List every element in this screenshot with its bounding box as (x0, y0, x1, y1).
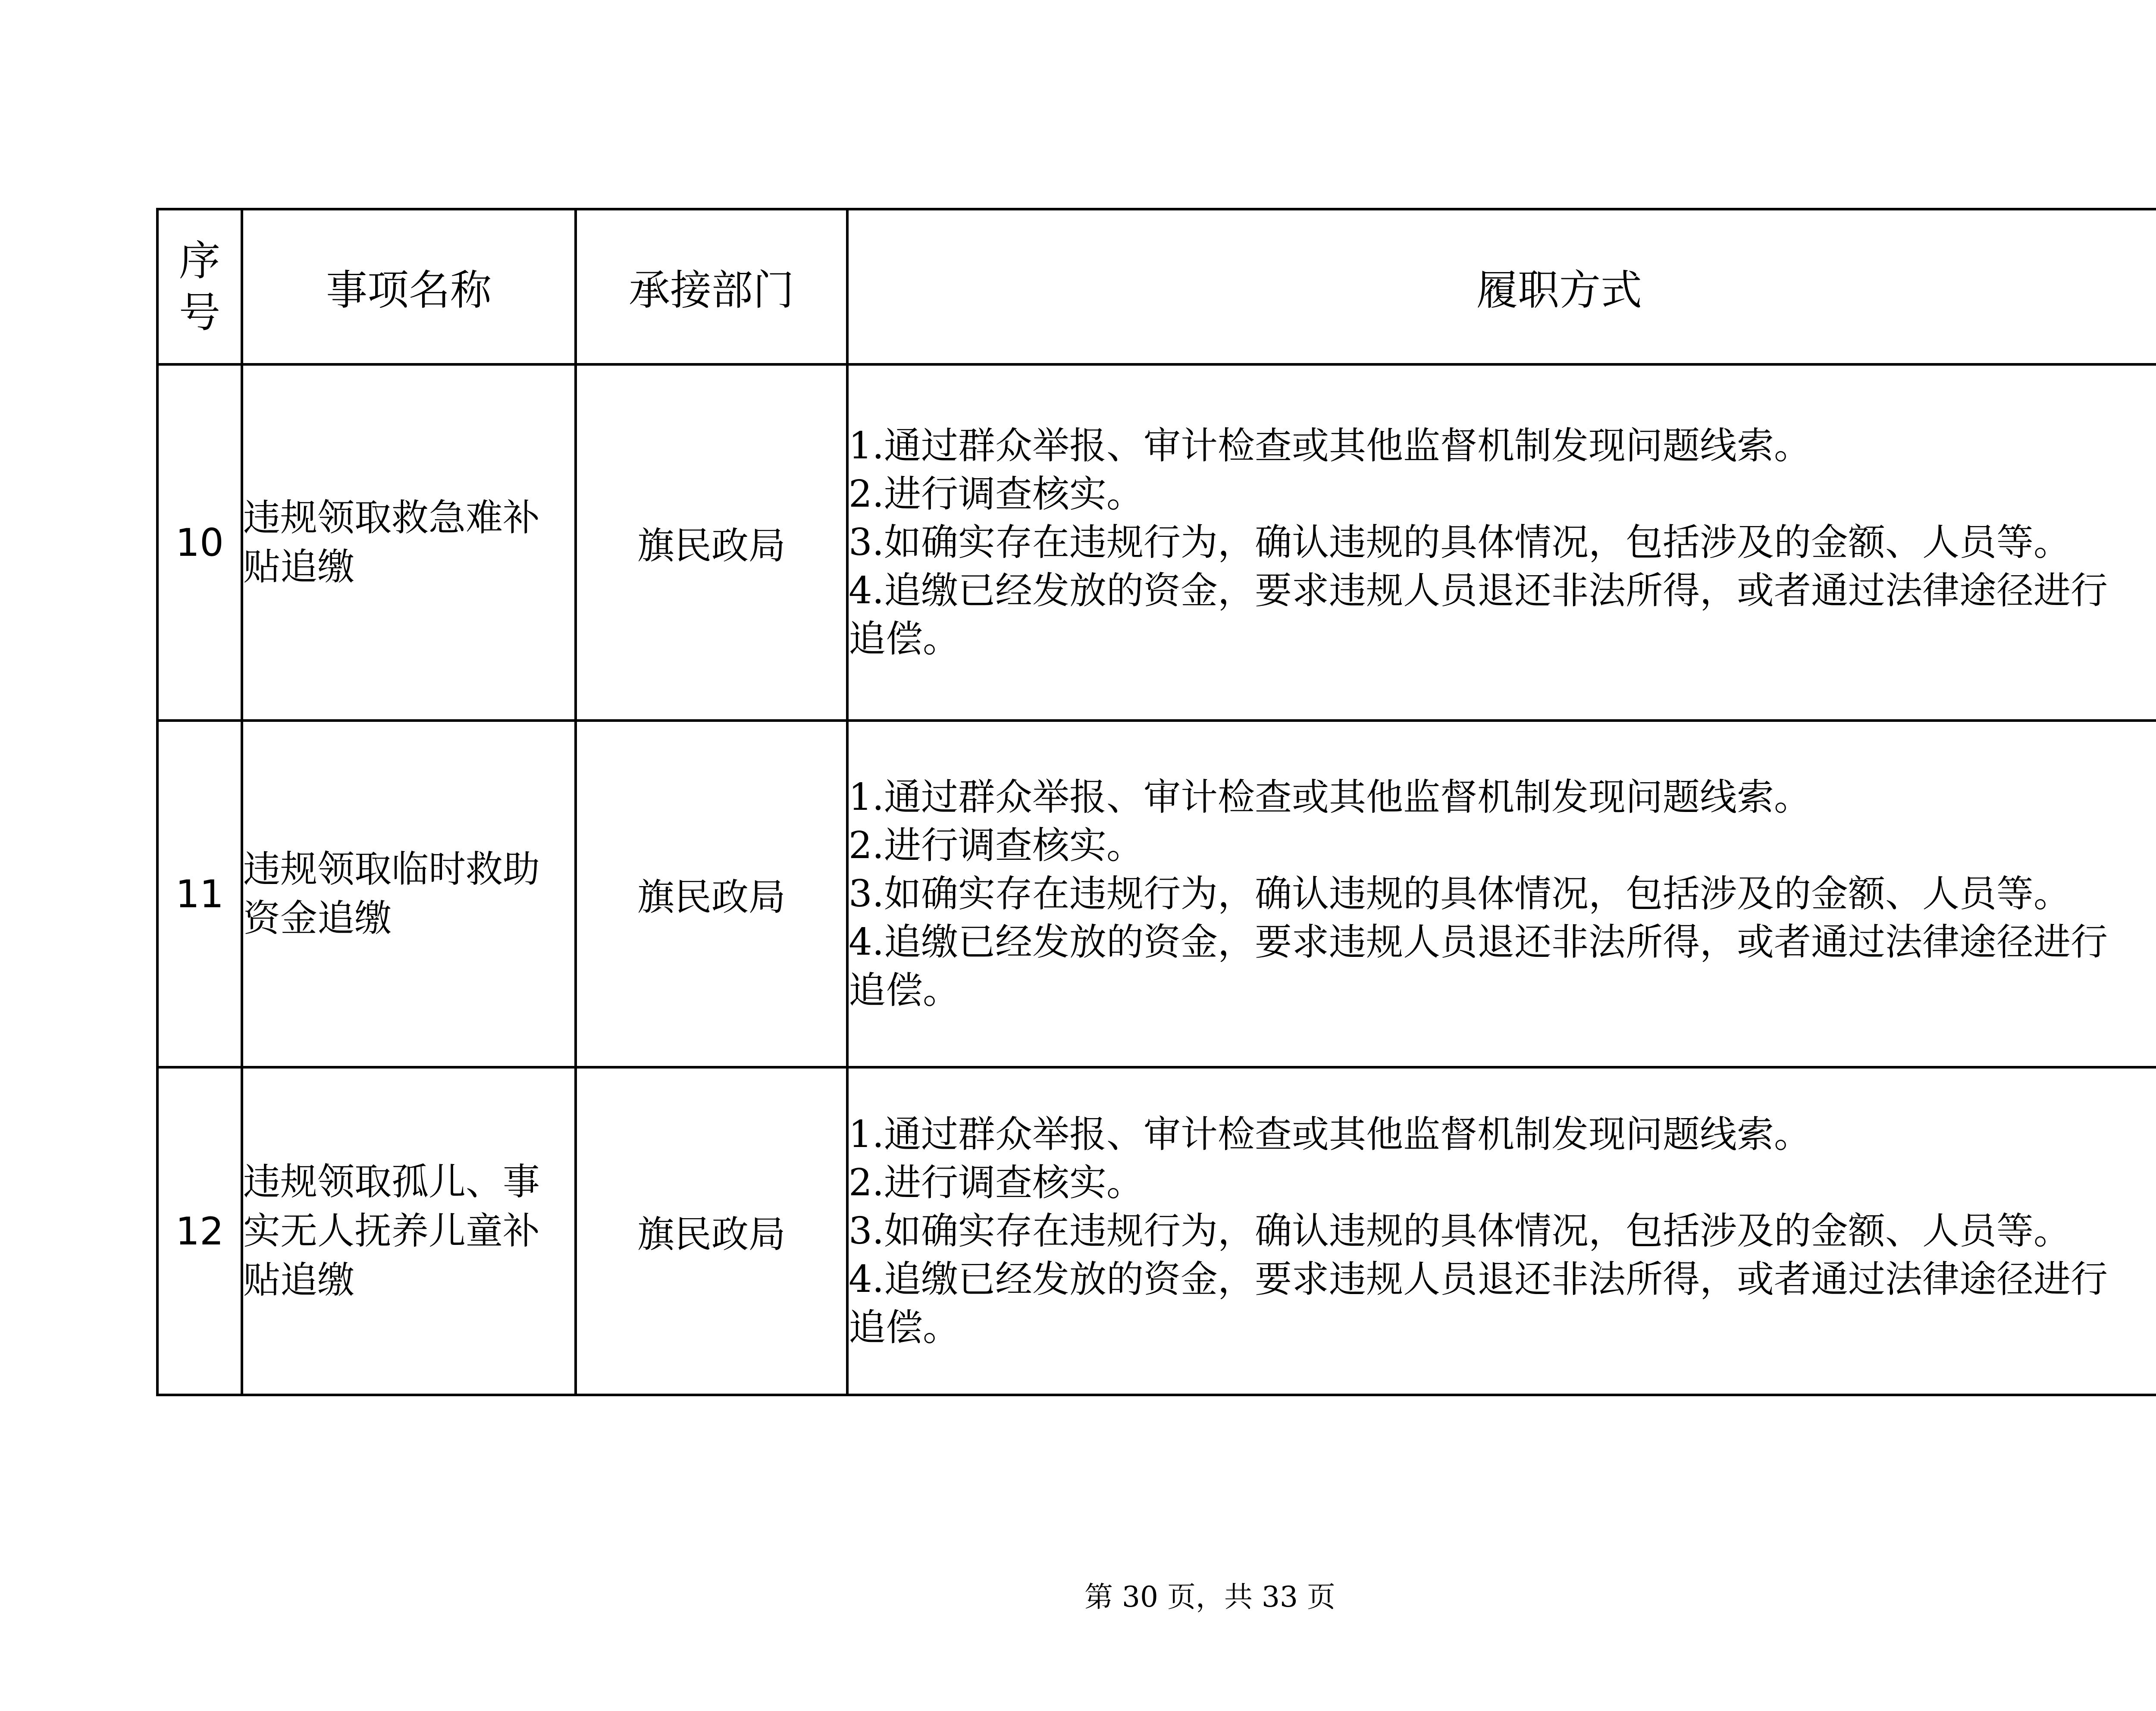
duty-table (156, 208, 2156, 1396)
header-serial-number-line2: 号 (179, 288, 220, 337)
method-step: 追偿。 (849, 1306, 960, 1349)
row-serial-number: 10 (157, 364, 242, 721)
row-method (847, 721, 2156, 1067)
method-step: 1.通过群众举报、审计检查或其他监督机制发现问题线索。 (849, 424, 1811, 467)
header-department: 承接部门 (576, 209, 847, 364)
row-method (847, 1067, 2156, 1395)
method-step: 4.追缴已经发放的资金，要求违规人员退还非法所得，或者通过法律途径进行 (849, 1258, 2108, 1301)
page-footer: 第 30 页，共 33 页 (1084, 1580, 1335, 1614)
method-step: 追偿。 (849, 617, 960, 661)
method-step: 2.进行调查核实。 (849, 824, 1144, 867)
row-method (847, 364, 2156, 721)
header-item-name: 事项名称 (242, 209, 576, 364)
method-step: 4.追缴已经发放的资金，要求违规人员退还非法所得，或者通过法律途径进行 (849, 921, 2108, 964)
method-step: 2.进行调查核实。 (849, 473, 1144, 516)
row-serial-number: 11 (157, 721, 242, 1067)
method-step: 2.进行调查核实。 (849, 1161, 1144, 1204)
header-method: 履职方式 (847, 209, 2156, 364)
method-step: 1.通过群众举报、审计检查或其他监督机制发现问题线索。 (849, 776, 1811, 819)
row-department: 旗民政局 (576, 364, 847, 721)
method-step: 3.如确实存在违规行为，确认违规的具体情况，包括涉及的金额、人员等。 (849, 1210, 2071, 1253)
method-step: 1.通过群众举报、审计检查或其他监督机制发现问题线索。 (849, 1113, 1811, 1156)
row-item-name: 违规领取孤儿、事实无人抚养儿童补贴追缴 (242, 1067, 576, 1395)
table-row (157, 1067, 2156, 1395)
method-step: 4.追缴已经发放的资金，要求违规人员退还非法所得，或者通过法律途径进行 (849, 569, 2108, 612)
row-item-name: 违规领取临时救助资金追缴 (242, 721, 576, 1067)
header-serial-number (157, 209, 242, 364)
row-serial-number: 12 (157, 1067, 242, 1395)
header-serial-number-line1: 序 (179, 237, 220, 285)
row-department: 旗民政局 (576, 721, 847, 1067)
method-step: 3.如确实存在违规行为，确认违规的具体情况，包括涉及的金额、人员等。 (849, 521, 2071, 564)
row-department: 旗民政局 (576, 1067, 847, 1395)
table-header-row (157, 209, 2156, 364)
method-step: 3.如确实存在违规行为，确认违规的具体情况，包括涉及的金额、人员等。 (849, 872, 2071, 915)
table-row (157, 364, 2156, 721)
method-step: 追偿。 (849, 969, 960, 1012)
table-row (157, 721, 2156, 1067)
row-item-name: 违规领取救急难补贴追缴 (242, 364, 576, 721)
